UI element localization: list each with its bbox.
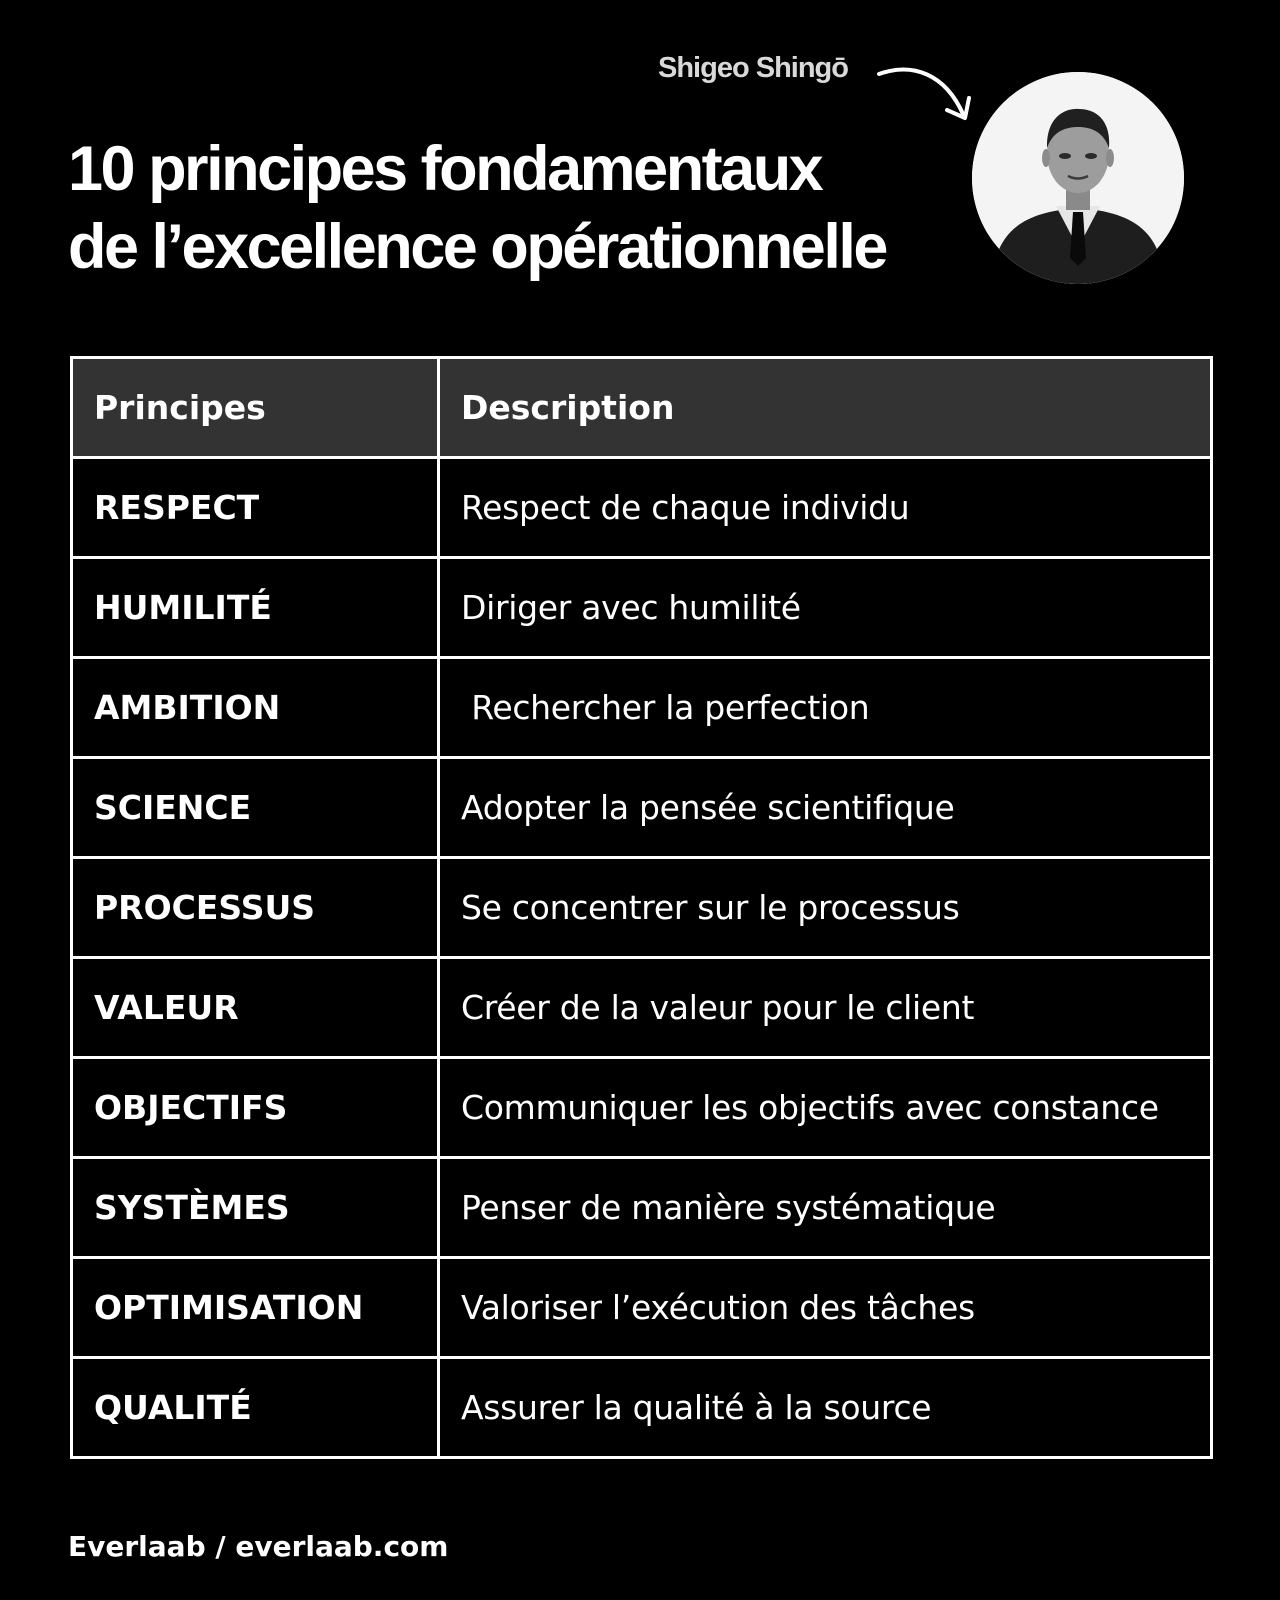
principle-name: PROCESSUS <box>72 858 439 958</box>
principle-description: Adopter la pensée scientifique <box>439 758 1212 858</box>
principle-description: Penser de manière systématique <box>439 1158 1212 1258</box>
portrait-photo <box>972 72 1184 284</box>
table-row <box>72 1058 1212 1158</box>
title-line-2: de l’excellence opérationnelle <box>68 212 886 282</box>
principle-description: Se concentrer sur le processus <box>439 858 1212 958</box>
column-header-description: Description <box>439 358 1212 458</box>
principles-table <box>70 356 1213 1459</box>
portrait-caption: Shigeo Shingō <box>658 52 848 84</box>
table-row <box>72 658 1212 758</box>
principle-name: OBJECTIFS <box>72 1058 439 1158</box>
column-header-principes: Principes <box>72 358 439 458</box>
table-row <box>72 958 1212 1058</box>
table-row <box>72 858 1212 958</box>
table-row <box>72 1258 1212 1358</box>
principle-name: VALEUR <box>72 958 439 1058</box>
principle-description: Diriger avec humilité <box>439 558 1212 658</box>
title-line-1: 10 principes fondamentaux <box>68 134 822 204</box>
principle-description: Créer de la valeur pour le client <box>439 958 1212 1058</box>
principle-name: AMBITION <box>72 658 439 758</box>
principle-description: Rechercher la perfection <box>439 658 1212 758</box>
principle-name: SYSTÈMES <box>72 1158 439 1258</box>
principle-name: QUALITÉ <box>72 1358 439 1458</box>
principle-name: SCIENCE <box>72 758 439 858</box>
principle-name: OPTIMISATION <box>72 1258 439 1358</box>
table-row <box>72 458 1212 558</box>
table-row <box>72 1158 1212 1258</box>
table-row <box>72 558 1212 658</box>
page-title <box>68 130 886 286</box>
principle-name: HUMILITÉ <box>72 558 439 658</box>
principle-description: Assurer la qualité à la source <box>439 1358 1212 1458</box>
principle-description: Valoriser l’exécution des tâches <box>439 1258 1212 1358</box>
table-row <box>72 758 1212 858</box>
table-header-row <box>72 358 1212 458</box>
curved-arrow-icon <box>875 60 985 130</box>
principle-description: Respect de chaque individu <box>439 458 1212 558</box>
principle-description: Communiquer les objectifs avec constance <box>439 1058 1212 1158</box>
table-row <box>72 1358 1212 1458</box>
footer-credit: Everlaab / everlaab.com <box>68 1530 449 1563</box>
principle-name: RESPECT <box>72 458 439 558</box>
